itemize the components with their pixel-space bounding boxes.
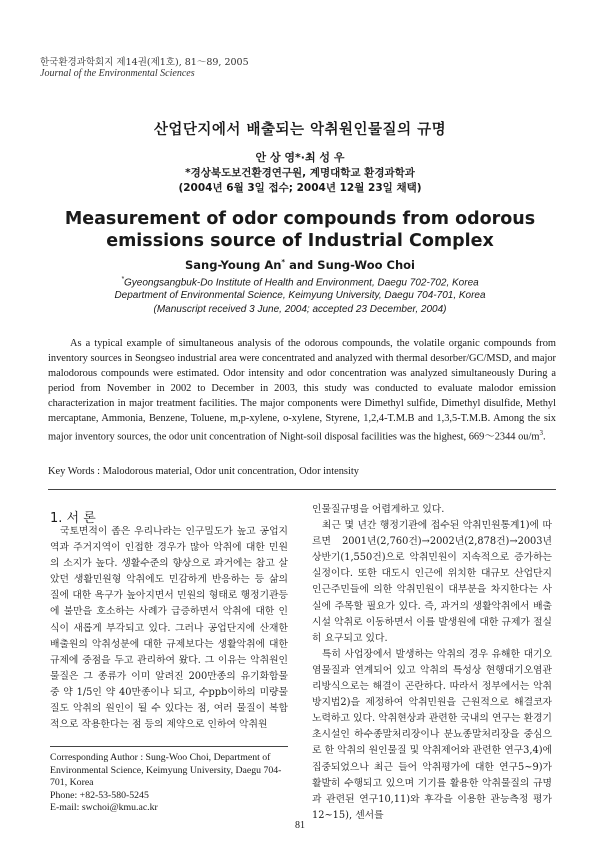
korean-authors: 안 상 영*·최 성 우	[255, 151, 345, 164]
journal-name: Journal of the Environmental Sciences	[40, 68, 195, 79]
right-paragraph-2: 최근 몇 년간 행정기관에 접수된 악취민원통계1)에 따르면 2001년(2,760건)→2002년(2,878건)→2003년상반기(1,550건)으로 악취민원이 지속적으로 증가하는 실정이다. 또한 대도시 인근에 위치한 대규모 산업단지 인근주민들에 의한 악취민원이 대부분을 차지한다는 사실에 주목할 필요가 있다. 즉, 과거의 생활악취에서 배출시설 악취로 이동하면서 이를 발생원에 대한 규제가 절실히 요구되고 있다.	[312, 520, 552, 644]
right-paragraph-1: 인물질규명을 어렵게하고 있다.	[312, 504, 445, 515]
author-rest: and Sung-Woo Choi	[285, 258, 415, 272]
body-right-column	[312, 502, 552, 824]
right-paragraph-3: 특히 사업장에서 발생하는 악취의 경우 유해한 대기오염물질과 연계되어 있고 악취의 특성상 현행대기오염관리방식으로는 해결이 곤란하다. 따라서 정부에서는 악취방지법2)을 제정하여 악취민원을 근원적으로 해결코자 노력하고 있다. 악취현상과 관련한 국내의 연구는 환경기초시설인 하수종말처리장이나 분뇨종말처리장을 중심으로 한 악취의 원인물질 및 악취제어와 관련한 연구3,4)에 집중되었으나 최근 들어 악취평가에 대한 연구5~9)가 활발히 수행되고 있으며 기기를 활용한 악취물질의 규명과 관련된 연구10,11)와 후각을 이용한 관능측정 평가12~15), 센서를	[312, 648, 552, 821]
english-authors	[0, 258, 600, 272]
journal-citation: 한국환경과학회지 제14권(제1호), 81～89, 2005	[40, 57, 249, 68]
english-title	[0, 208, 600, 252]
korean-received-dates: (2004년 6월 3일 접수; 2004년 12월 23일 채택)	[178, 182, 422, 194]
corresponding-author-footnote	[50, 752, 290, 815]
footnote-email: E-mail: swchoi@kmu.ac.kr	[50, 802, 158, 813]
affiliation-mark: *	[121, 276, 125, 283]
abstract-unit-superscript: 3	[539, 429, 543, 437]
page-number: 81	[295, 820, 305, 831]
section-divider	[48, 489, 556, 490]
english-title-line-2: emissions source of Industrial Complex	[106, 231, 494, 251]
english-affiliation-1	[0, 276, 600, 288]
author-mark: *	[281, 258, 286, 267]
manuscript-dates: (Manuscript received 3 June, 2004; accepted 23 December, 2004)	[153, 304, 447, 315]
keywords: Key Words : Malodorous material, Odor unit concentration, Odor intensity	[48, 466, 359, 477]
footnote-author: Corresponding Author : Sung-Woo Choi, Department of Environmental Science, Keimyung University, Daegu 704-701, Korea	[50, 752, 282, 788]
abstract-text: As a typical example of simultaneous analysis of the odorous compounds, the volatile organic compounds from inventory sources in Seongseo industrial area were concentrated and analyzed with thermal desorber/GC/MSD, and major malodorous compounds were estimated. Odor intensity and odor concentration was analyzed simultaneously During a period from November in 2002 to December in 2003, this study was conducted to evaluate malodor emission characterization in major treatment facilities. The major components were Dimethyl sulfide, Dimethyl disulfide, Methyl mercaptane, Ammonia, Benzene, Toluene, m,p-xylene, o-xylene, Styrene, 1,2,4-T.M.B and 1,3,5-T.M.B. Among the six major inventory sources, the odor unit concentration of Night-soil disposal facilities was the highest, 669～2344 ou/m	[48, 338, 556, 443]
abstract-end: .	[542, 431, 546, 443]
section-heading: 1. 서 론	[50, 511, 96, 526]
abstract	[48, 336, 556, 444]
author-1: Sang-Young An	[185, 258, 282, 272]
body-left-column: 국토면적이 좁은 우리나라는 인구밀도가 높고 공업지역과 주거지역이 인접한 경우가 많아 악취에 대한 민원의 소지가 높다. 생활수준의 향상으로 과거에는 참고 살았던 생활민원형 악취에도 민감하게 반응하는 등 삶의 질에 대한 욕구가 높아지면서 민원의 형태로 행정기관등에 불만을 호소하는 사례가 급증하면서 악취에 대한 인식이 새롭게 부각되고 있다. 그러나 공업단지에 산재한 배출원의 악취성분에 대한 규제보다는 생활악취에 대한 규제에 중점을 두고 관리하여 왔다. 그 이유는 악취원인물질은 그 종류가 이미 알려진 200만종의 유기화합물 중 약 1/5인 약 40만종이나 되고, 수ppb이하의 미량물질도 악취의 원인이 될 수 있다는 점, 여러 물질이 복합적으로 작용한다는 점 등의 제약으로 인하여 악취원	[50, 526, 288, 731]
affiliation-line-1: Gyeongsangbuk-Do Institute of Health and Environment, Daegu 702-702, Korea	[124, 277, 479, 289]
korean-affiliation: *경상북도보건환경연구원, 계명대학교 환경과학과	[185, 167, 415, 179]
footnote-divider	[50, 746, 288, 747]
english-title-line-1: Measurement of odor compounds from odorous	[64, 209, 536, 229]
korean-title: 산업단지에서 배출되는 악취원인물질의 규명	[153, 122, 447, 138]
footnote-phone: Phone: +82-53-580-5245	[50, 789, 149, 801]
english-affiliation-2: Department of Environmental Science, Keimyung University, Daegu 704-701, Korea	[114, 290, 486, 301]
